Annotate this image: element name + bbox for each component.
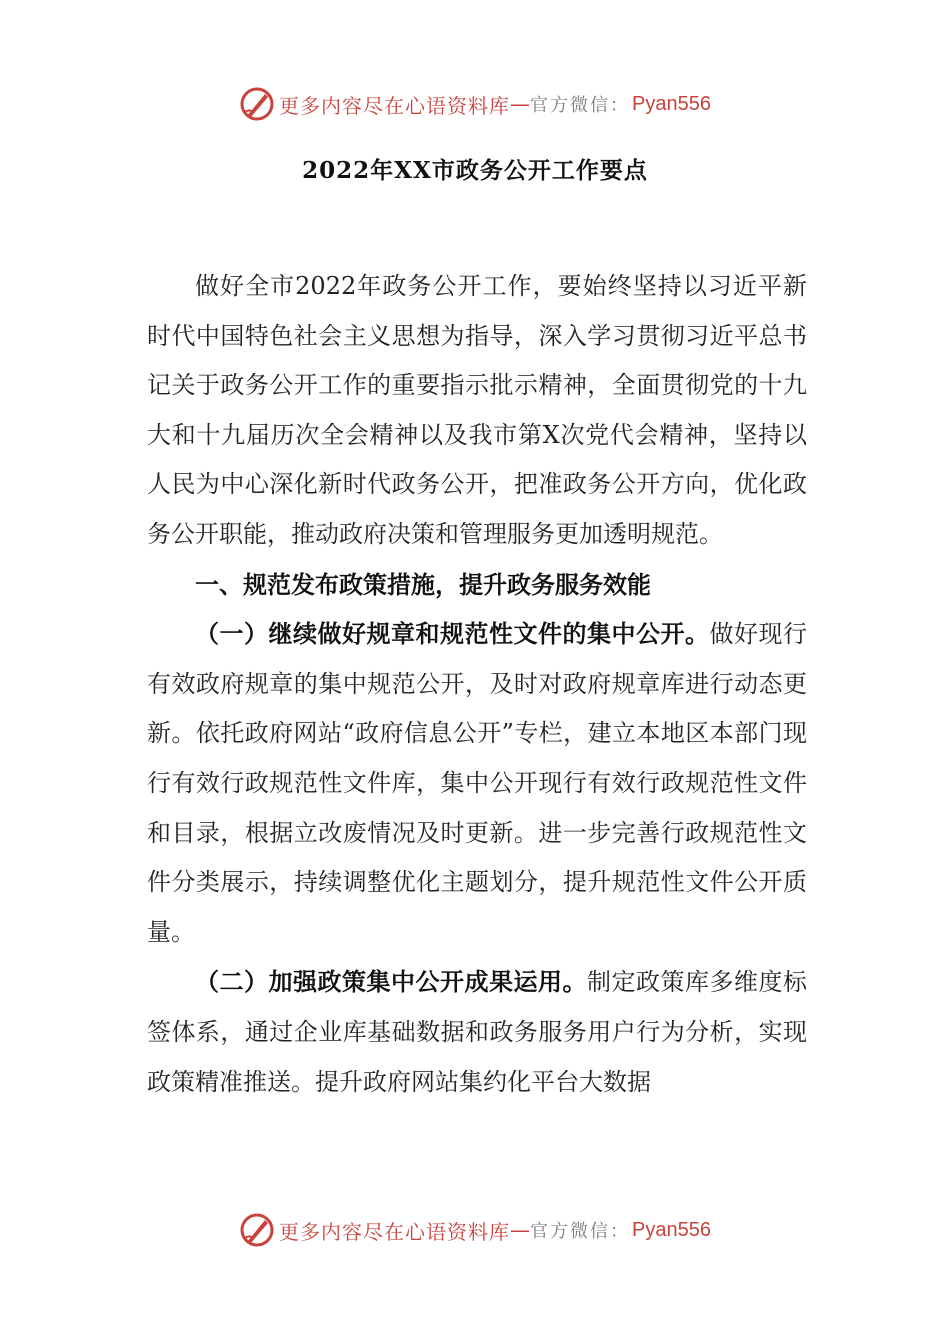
watermark-official-label: 官方微信： (530, 95, 631, 116)
intro-paragraph: 做好全市2022年政务公开工作，要始终坚持以习近平新时代中国特色社会主义思想为指导，深入学习贯彻习近平总书记关于政务公开工作的重要指示批示精神，全面贯彻党的十九大和十九届历次全会精神以及我市第X次党代会精神，坚持以人民为中心深化新时代政务公开，把准政务公开方向，优化政务公开职能，推动政府决策和管理服务更加透明规范。 (147, 272, 807, 548)
item-lead-1: （一）继续做好规章和规范性文件的集中公开。 (195, 619, 710, 649)
watermark-wechat-id: Pyan556 (632, 1218, 711, 1241)
watermark-official-label: 官方微信： (530, 1221, 631, 1242)
quill-pen-icon (239, 1212, 275, 1248)
watermark-banner-bottom (0, 1210, 950, 1250)
item-lead-2: （二）加强政策集中公开成果运用。 (195, 967, 587, 997)
watermark-dash: — (510, 1218, 531, 1242)
item-paragraph-1 (147, 609, 807, 957)
item-body-2: 制定政策库多维度标签体系，通过企业库基础数据和政务服务用户行为分析，实现政策精准推送。提升政府网站集约化平台大数据 (147, 968, 807, 1096)
quill-pen-icon (239, 86, 275, 122)
watermark-text: 更多内容尽在心语资料库 (279, 93, 511, 118)
watermark-text: 更多内容尽在心语资料库 (279, 1219, 511, 1244)
document-body (147, 262, 807, 1107)
watermark-dash: — (510, 92, 531, 116)
section-heading: 一、规范发布政策措施，提升政务服务效能 (195, 569, 651, 599)
document-title: 2022年XX市政务公开工作要点 (302, 157, 648, 184)
item-paragraph-2 (147, 957, 807, 1107)
watermark-banner-top (0, 84, 950, 124)
watermark-wechat-id: Pyan556 (632, 92, 711, 115)
item-body-1: 做好现行有效政府规章的集中规范公开，及时对政府规章库进行动态更新。依托政府网站“政府信息公开”专栏，建立本地区本部门现行有效行政规范性文件库，集中公开现行有效行政规范性文件和目录，根据立改废情况及时更新。进一步完善行政规范性文件分类展示，持续调整优化主题划分，提升规范性文件公开质量。 (147, 620, 807, 946)
